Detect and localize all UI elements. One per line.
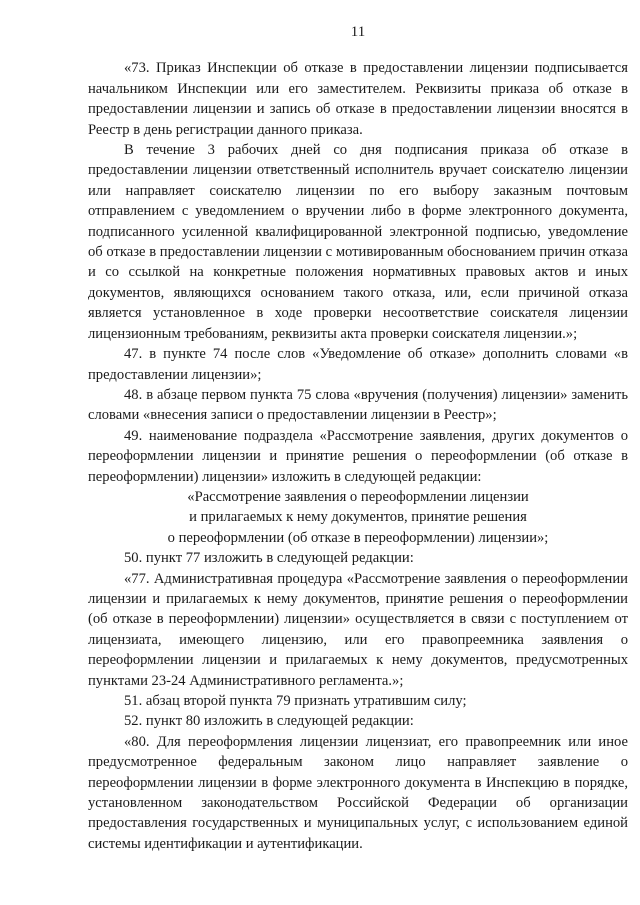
subsection-heading-line: о переоформлении (об отказе в переоформлении) лицензии»; — [167, 529, 549, 546]
item-50: 50. пункт 77 изложить в следующей редакции: — [124, 550, 414, 567]
subsection-heading-line: и прилагаемых к нему документов, принятие решения — [189, 509, 527, 526]
item-48: 48. в абзаце первом пункта 75 слова «вручения (получения) лицензии» заменить словами «внесения записи о предоставлении лицензии в Реестр»; — [88, 386, 628, 424]
document-page — [88, 22, 628, 854]
paragraph-77: «77. Административная процедура «Рассмотрение заявления о переоформлении лицензии и прилагаемых к нему документов, принятие решения о переоформлении (об отказе в переоформлении) лицензии» осуществляется в связи с поступлением от лицензиата, имеющего лицензию, или его правопреемника заявления о переоформлении лицензии и прилагаемых к нему документов, предусмотренных пунктами 23-24 Административного регламента.»; — [88, 570, 628, 689]
item-51: 51. абзац второй пункта 79 признать утратившим силу; — [124, 693, 467, 709]
paragraph-73: «73. Приказ Инспекции об отказе в предоставлении лицензии подписывается начальником Инспекции или его заместителем. Реквизиты приказа об отказе в предоставлении лицензии и запись об отказе в предоставлении лицензии вносятся в Реестр в день регистрации данного приказа. — [88, 60, 628, 138]
item-49: 49. наименование подраздела «Рассмотрение заявления, других документов о переоформлении лицензии и принятие решения о переоформлении (об отказе в переоформлении) лицензии» изложить в следующей редакции: — [88, 427, 628, 485]
paragraph-73-notice: В течение 3 рабочих дней со дня подписания приказа об отказе в предоставлении лицензии ответственный исполнитель вручает соискателю лицензии или направляет соискателю лицензии по его выбору заказным почтовым отправлением с уведомлением о вручении либо в форме электронного документа, подписанного усиленной квалифицированной электронной подписью, уведомление об отказе в предоставлении лицензии с мотивированным обоснованием причин отказа и со ссылкой на конкретные положения нормативных правовых актов и иных документов, являющихся основанием такого отказа, или, если причиной отказа является установленное в ходе проверки несоответствие соискателя лицензии лицензионным требованиям, реквизиты акта проверки соискателя лицензии.»; — [88, 142, 628, 342]
item-47: 47. в пункте 74 после слов «Уведомление об отказе» дополнить словами «в предоставлении лицензии»; — [88, 346, 628, 383]
item-52: 52. пункт 80 изложить в следующей редакции: — [124, 713, 414, 730]
subsection-heading-line: «Рассмотрение заявления о переоформлении лицензии — [187, 488, 529, 505]
page-number: 11 — [350, 24, 366, 40]
paragraph-80: «80. Для переоформления лицензии лицензиат, его правопреемник или иное предусмотренное федеральным законом лицо направляет заявление о переоформлении лицензии в форме электронного документа в Инспекцию в порядке, установленном законодательством Российской Федерации об организации предоставления государственных и муниципальных услуг, с использованием единой системы идентификации и аутентификации. — [88, 733, 628, 852]
subsection-heading — [88, 487, 628, 548]
